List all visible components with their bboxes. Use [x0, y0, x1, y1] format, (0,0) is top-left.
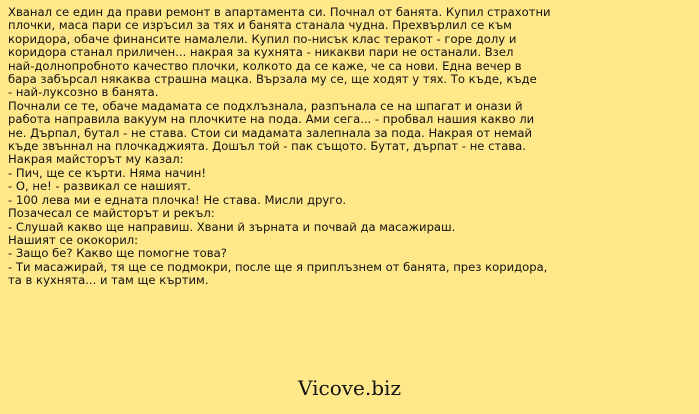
joke-line: Нашият се ококорил:	[8, 232, 139, 247]
joke-line: коридора станал приличен... накрая за кухнята - никакви пари не останали. Взел	[8, 45, 514, 60]
joke-line: най-долнопробното качество плочки, колкото да се каже, че са нови. Една вечер в	[8, 58, 522, 73]
joke-line: плочки, маса пари се изръсил за тях и банята станала чудна. Прехвърлил се към	[8, 18, 512, 33]
joke-line: бара забърсал някаква страшна мацка. Вързала му се, ще ходят у тях. То къде, къде	[8, 72, 537, 87]
joke-line: та в кухнята... и там ще къртим.	[8, 273, 209, 288]
joke-line: - Защо бе? Какво ще помогне това?	[8, 246, 227, 261]
joke-line: - 100 лева ми е едната плочка! Не става. Мисли друго.	[8, 192, 347, 207]
site-footer-label: Vicove.biz	[298, 376, 401, 400]
joke-line: - най-луксозно в банята.	[8, 85, 159, 100]
joke-line: Позачесал се майсторът и рекъл:	[8, 206, 215, 221]
joke-line: къде звъннал на плочкаджията. Дошъл той - пак същото. Бутат, дърпат - не става.	[8, 139, 526, 154]
joke-text	[8, 6, 692, 288]
joke-line: - О, не! - развикал се нашият.	[8, 179, 191, 194]
joke-line: не. Дърпал, бутал - не става. Стои си мадамата залепнала за пода. Накрая от немай	[8, 125, 533, 140]
joke-line: Почнали се те, обаче мадамата се подхлъзнала, разпънала се на шпагат и онази й	[8, 98, 523, 113]
joke-line: - Слушай какво ще направиш. Хвани й зърната и почвай да масажираш.	[8, 219, 456, 234]
joke-line: - Ти масажирай, тя ще се подмокри, после ще я приплъзнем от банята, през коридора,	[8, 259, 548, 274]
joke-line: работа направила вакуум на плочките на пода. Ами сега... - пробвал нашия какво ли	[8, 112, 535, 127]
joke-line: - Пич, ще се кърти. Няма начин!	[8, 165, 207, 180]
joke-line: Накрая майсторът му казал:	[8, 152, 184, 167]
joke-line: Хванал се един да прави ремонт в апартамента си. Почнал от банята. Купил страхотни	[8, 5, 551, 19]
joke-line: коридора, обаче финансите намалели. Купил по-нисък клас теракот - горе долу и	[8, 31, 517, 46]
